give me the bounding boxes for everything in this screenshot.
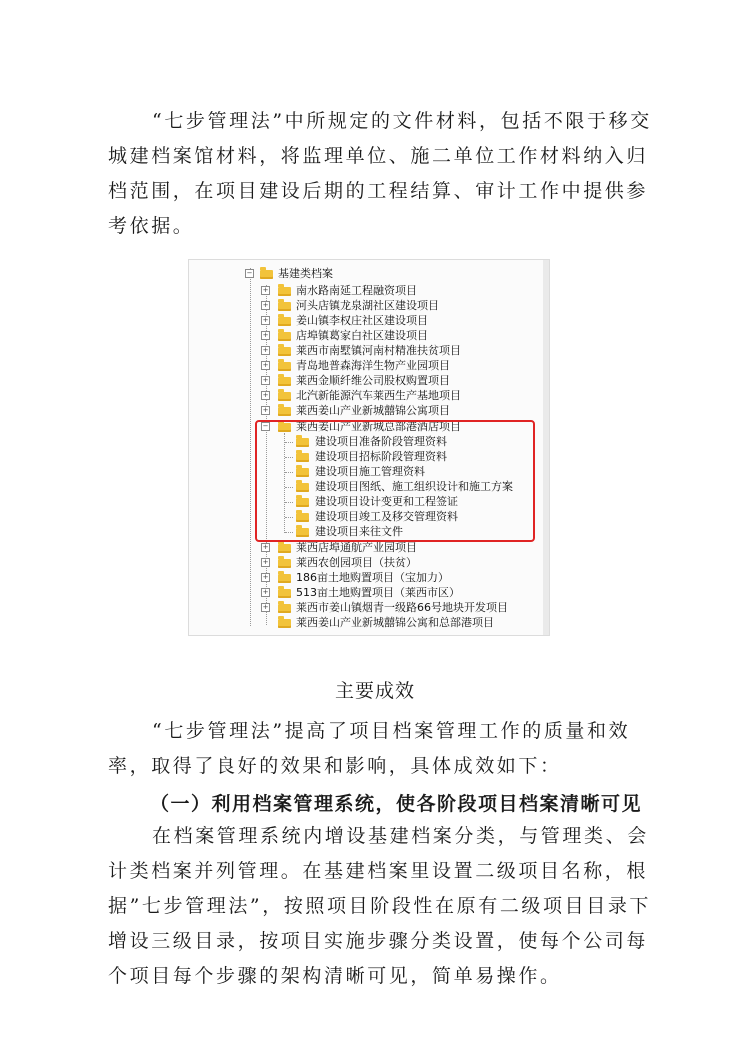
folder-icon — [278, 362, 291, 371]
expand-icon[interactable]: + — [262, 286, 269, 294]
expand-icon[interactable]: + — [262, 543, 269, 551]
system-paragraph: 在档案管理系统内增设基建档案分类，与管理类、会计类档案并列管理。在基建档案里设置二级项目名称，根据”七步管理法”，按照项目阶段性在原有二级项目目录下增设三级目录，按项目实施步骤分类设置，使每个公司每个项目每个步骤的架构清晰可见，简单易操作。 — [108, 825, 652, 987]
folder-icon — [278, 317, 291, 326]
expand-icon[interactable]: + — [262, 603, 269, 611]
folder-icon — [278, 377, 291, 386]
folder-icon — [278, 544, 291, 553]
tree-item-label: 513亩土地购置项目（莱西市区） — [296, 586, 460, 599]
folder-icon — [278, 332, 291, 341]
tree-item-label: 姜山镇李权庄社区建设项目 — [296, 314, 428, 327]
expand-icon[interactable]: + — [262, 376, 269, 384]
folder-icon — [278, 392, 291, 401]
tree-child-label: 建设项目施工管理资料 — [315, 465, 425, 478]
tree-guide-line — [250, 268, 251, 626]
expand-icon[interactable]: + — [262, 316, 269, 324]
subheading: （一）利用档案管理系统，使各阶段项目档案清晰可见 — [150, 793, 643, 815]
tree-child-label: 建设项目竣工及移交管理资料 — [315, 510, 458, 523]
tree-child-label: 建设项目图纸、施工组织设计和施工方案 — [315, 480, 513, 493]
folder-icon — [278, 574, 291, 583]
tree-item-label: 莱西姜山产业新城囍锦公寓和总部港项目 — [296, 616, 494, 629]
tree-item-label: 南水路南延工程融资项目 — [296, 284, 417, 297]
folder-icon — [278, 287, 291, 296]
tree-item-label: 北汽新能源汽车莱西生产基地项目 — [296, 389, 461, 402]
tree-item-label: 莱西金顺纤维公司股权购置项目 — [296, 374, 450, 387]
tree-item-label: 青岛地普森海洋生物产业园项目 — [296, 359, 450, 372]
collapse-icon[interactable]: − — [246, 269, 253, 277]
section-title: 主要成效 — [334, 680, 415, 702]
expand-icon[interactable]: + — [262, 406, 269, 414]
expand-icon[interactable]: + — [262, 558, 269, 566]
intro-paragraph: “七步管理法”中所规定的文件材料，包括不限于移交城建档案馆材料，将监理单位、施二单位工作材料纳入归档范围，在项目建设后期的工程结算、审计工作中提供参考依据。 — [108, 110, 652, 237]
expand-icon[interactable]: + — [262, 331, 269, 339]
archive-tree-screenshot — [188, 259, 550, 636]
figure-top-edge — [189, 260, 549, 266]
expand-icon[interactable]: + — [262, 301, 269, 309]
tree-item-label: 莱西市南墅镇河南村精准扶贫项目 — [296, 344, 461, 357]
folder-icon — [260, 270, 273, 279]
folder-icon — [278, 619, 291, 628]
tree-child-label: 建设项目准备阶段管理资料 — [315, 435, 447, 448]
scrollbar — [543, 260, 549, 635]
folder-icon — [278, 347, 291, 356]
tree-item-label: 莱西市姜山镇烟青一级路66号地块开发项目 — [296, 601, 508, 614]
tree-item-label: 186亩土地购置项目（宝加力） — [296, 571, 449, 584]
tree-item-label: 河头店镇龙泉湖社区建设项目 — [296, 299, 439, 312]
tree-child-label: 建设项目设计变更和工程签证 — [315, 495, 458, 508]
effects-paragraph: “七步管理法”提高了项目档案管理工作的质量和效率，取得了良好的效果和影响，具体成效如下： — [108, 720, 631, 777]
tree-item-label: 莱西姜山产业新城囍锦公寓项目 — [296, 404, 450, 417]
tree-item-label: 莱西农创园项目（扶贫） — [296, 556, 417, 569]
folder-icon — [278, 302, 291, 311]
folder-icon — [278, 407, 291, 416]
expand-icon[interactable]: + — [262, 391, 269, 399]
tree-item-label: 莱西姜山产业新城总部港酒店项目 — [296, 420, 461, 433]
tree-root-label: 基建类档案 — [278, 267, 333, 280]
expand-icon[interactable]: + — [262, 346, 269, 354]
highlight-box — [255, 420, 535, 542]
tree-child-label: 建设项目招标阶段管理资料 — [315, 450, 447, 463]
expand-icon[interactable]: + — [262, 588, 269, 596]
collapse-icon[interactable]: − — [262, 422, 269, 430]
tree-item-label: 莱西店埠通航产业园项目 — [296, 541, 417, 554]
folder-icon — [278, 604, 291, 613]
expand-icon[interactable]: + — [262, 573, 269, 581]
expand-icon[interactable]: + — [262, 361, 269, 369]
folder-icon — [278, 559, 291, 568]
tree-item-label: 店埠镇葛家白社区建设项目 — [296, 329, 428, 342]
folder-icon — [278, 589, 291, 598]
tree-child-label: 建设项目来往文件 — [315, 525, 403, 538]
